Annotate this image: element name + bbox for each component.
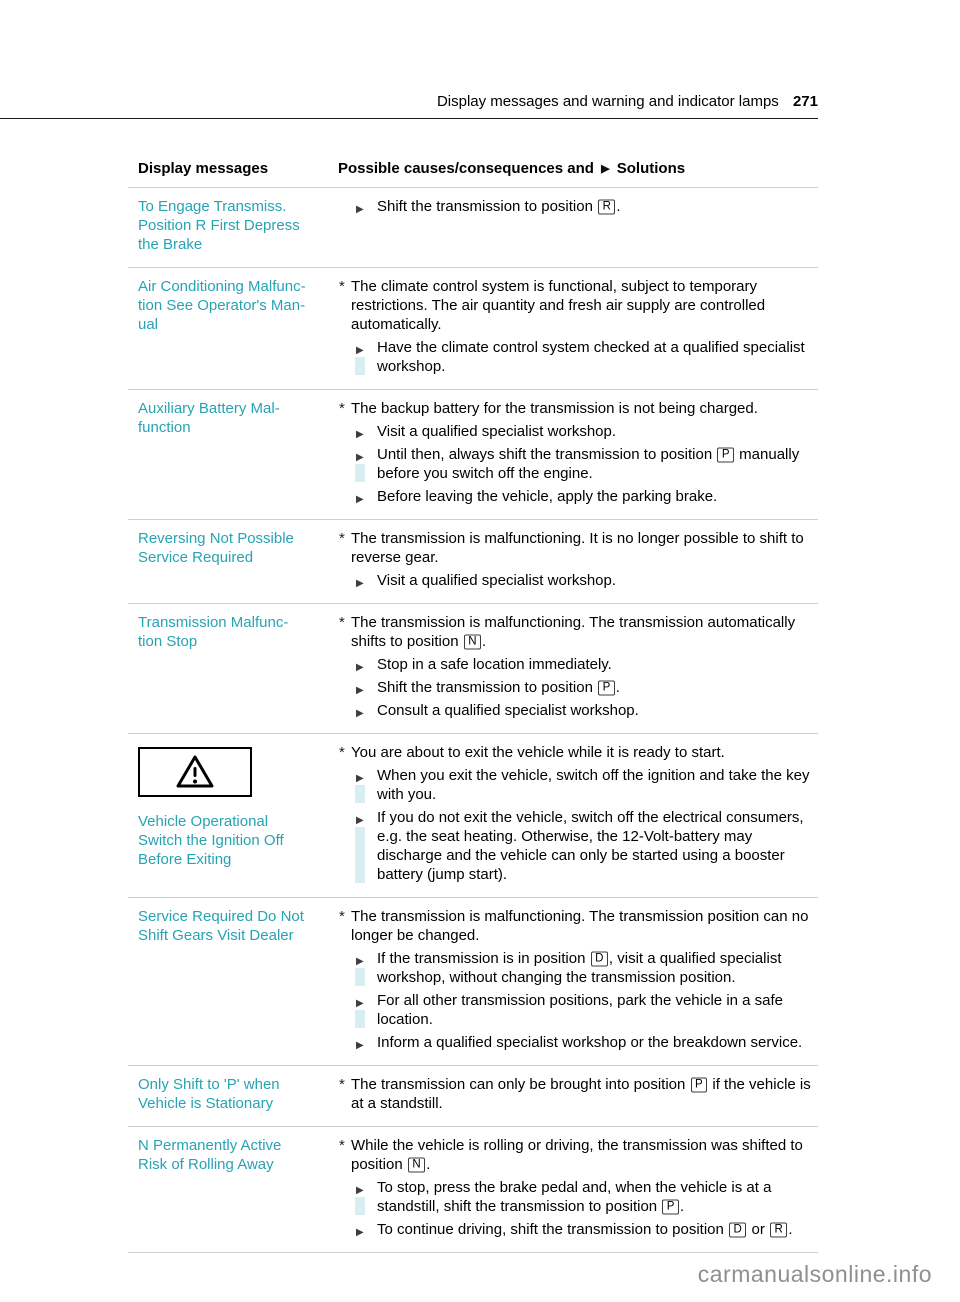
table-row [128,268,818,390]
cause-item [338,529,818,567]
arrow-bullet-icon: ▶ [356,685,364,696]
transmission-key-N: N [408,1158,425,1173]
cause-item [338,743,818,762]
warning-triangle-icon [138,747,252,797]
arrow-bullet-icon: ▶ [356,708,364,719]
solution-item [338,766,818,804]
solution-item [338,571,818,590]
solution-item [338,445,818,483]
item-text: If the transmission is in position D , visit a qualified specialist workshop, without changing the transmission position. [377,950,782,986]
causes-solutions-cell [318,1127,818,1252]
item-text: Have the climate control system checked at a qualified specialist workshop. [377,339,805,375]
transmission-key-R: R [598,200,615,215]
transmission-key-D: D [591,952,608,967]
table-row [128,390,818,520]
causes-solutions-cell [318,520,818,603]
page-header-title: Display messages and warning and indicator lamps [436,93,779,110]
solution-item [338,808,818,884]
transmission-key-R: R [770,1223,787,1238]
display-message: Transmission Malfunc- tion Stop [138,614,289,650]
arrow-bullet-icon: ▶ [356,1227,364,1238]
col-header-solutions-label: Solutions [616,160,686,177]
cause-item [338,1136,818,1174]
arrow-icon: ▶ [601,163,610,175]
asterisk-icon: * [339,908,345,925]
transmission-key-P: P [598,681,615,696]
item-text: Shift the transmission to position R . [377,198,621,215]
table-header-row [128,155,818,188]
causes-solutions-cell [318,268,818,389]
arrow-bullet-icon: ▶ [356,429,364,440]
arrow-bullet-icon: ▶ [356,998,364,1009]
asterisk-icon: * [339,400,345,417]
display-message: Air Conditioning Malfunc- tion See Operator's Man- ual [138,278,306,333]
item-text: While the vehicle is rolling or driving, the transmission was shifted to position N . [351,1137,803,1173]
arrow-bullet-icon: ▶ [356,345,364,356]
item-text: The climate control system is functional, subject to temporary restrictions. The air quantity and fresh air supply are controlled automatically. [351,278,766,333]
arrow-bullet-icon: ▶ [356,452,364,463]
item-text: You are about to exit the vehicle while it is ready to start. [351,744,725,761]
solution-item [338,1033,818,1052]
table-row [128,520,818,604]
causes-solutions-cell [318,1066,818,1126]
item-text: Shift the transmission to position P . [377,679,620,696]
solution-item [338,487,818,506]
item-text: The transmission can only be brought into position P if the vehicle is at a standstill. [351,1076,811,1112]
display-messages-table [128,155,818,1253]
display-message-cell [128,898,318,1065]
table-row [128,188,818,268]
solution-item [338,678,818,697]
transmission-key-D: D [729,1223,746,1238]
item-text: The transmission is malfunctioning. The transmission automatically shifts to position N . [351,614,796,650]
arrow-bullet-icon: ▶ [356,578,364,589]
display-message: Service Required Do Not Shift Gears Visit Dealer [138,908,304,944]
arrow-bullet-icon: ▶ [356,815,364,826]
display-message-cell [128,1066,318,1126]
item-text: When you exit the vehicle, switch off the ignition and take the key with you. [377,767,810,803]
page-header [0,93,818,119]
solution-item [338,1178,818,1216]
asterisk-icon: * [339,278,345,295]
solution-item [338,949,818,987]
causes-solutions-cell [318,604,818,733]
item-text: If you do not exit the vehicle, switch off the electrical consumers, e.g. the seat heating. Otherwise, the 12-Volt-battery may discharge and the vehicle can only be started using a booster battery (jump start). [377,809,804,883]
transmission-key-P: P [662,1200,679,1215]
item-text: Inform a qualified specialist workshop or the breakdown service. [377,1034,803,1051]
display-message: To Engage Transmiss. Position R First Depress the Brake [138,198,300,253]
arrow-bullet-icon: ▶ [356,773,364,784]
display-message: Auxiliary Battery Mal- function [138,400,280,436]
cause-item [338,399,818,418]
display-message: Only Shift to 'P' when Vehicle is Stationary [138,1076,280,1112]
page-number: 271 [792,93,818,110]
solution-item [338,991,818,1029]
asterisk-icon: * [339,614,345,631]
display-message-cell [128,604,318,733]
col-header-causes [318,155,818,187]
solution-item [338,422,818,441]
transmission-key-N: N [464,635,481,650]
item-text: Consult a qualified specialist workshop. [377,702,639,719]
display-message-cell [128,188,318,267]
display-message-cell [128,268,318,389]
item-text: Stop in a safe location immediately. [377,656,612,673]
cause-item [338,613,818,651]
causes-solutions-cell [318,188,818,267]
asterisk-icon: * [339,1076,345,1093]
transmission-key-P: P [717,448,734,463]
solution-item [338,655,818,674]
col-header-causes-text: Possible causes/consequences and [338,160,594,177]
solution-item [338,338,818,376]
table-row [128,1127,818,1253]
table-row [128,898,818,1066]
display-message-cell [128,734,318,897]
table-row [128,1066,818,1127]
cause-item [338,277,818,334]
display-message: Vehicle Operational Switch the Ignition Off Before Exiting [138,813,284,868]
arrow-bullet-icon: ▶ [356,1185,364,1196]
solution-item [338,1220,818,1239]
causes-solutions-cell [318,390,818,519]
item-text: The transmission is malfunctioning. The transmission position can no longer be changed. [351,908,809,944]
arrow-bullet-icon: ▶ [356,204,364,215]
table-row [128,734,818,898]
item-text: For all other transmission positions, park the vehicle in a safe location. [377,992,784,1028]
table-rows [128,188,818,1253]
cause-item [338,907,818,945]
table-row [128,604,818,734]
col-header-display-messages: Display messages [138,160,269,177]
arrow-bullet-icon: ▶ [356,494,364,505]
item-text: Visit a qualified specialist workshop. [377,572,617,589]
item-text: Until then, always shift the transmission to position P manually before you switch off the engine. [377,446,800,482]
warning-triangle-svg [175,754,215,790]
display-message-cell [128,1127,318,1252]
causes-solutions-cell [318,734,818,897]
arrow-bullet-icon: ▶ [356,956,364,967]
item-text: Before leaving the vehicle, apply the parking brake. [377,488,718,505]
asterisk-icon: * [339,530,345,547]
display-message-cell [128,520,318,603]
item-text: The backup battery for the transmission is not being charged. [351,400,758,417]
cause-item [338,1075,818,1113]
asterisk-icon: * [339,744,345,761]
transmission-key-P: P [691,1078,708,1093]
display-message: N Permanently Active Risk of Rolling Away [138,1137,282,1173]
item-text: The transmission is malfunctioning. It is no longer possible to shift to reverse gear. [351,530,804,566]
item-text: To stop, press the brake pedal and, when the vehicle is at a standstill, shift the transmission to position P . [377,1179,772,1215]
display-message: Reversing Not Possible Service Required [138,530,294,566]
solution-item [338,197,818,216]
arrow-bullet-icon: ▶ [356,1040,364,1051]
display-message-cell [128,390,318,519]
causes-solutions-cell [318,898,818,1065]
arrow-bullet-icon: ▶ [356,662,364,673]
item-text: To continue driving, shift the transmission to position D or R . [377,1221,793,1238]
asterisk-icon: * [339,1137,345,1154]
solution-item [338,701,818,720]
item-text: Visit a qualified specialist workshop. [377,423,617,440]
watermark: carmanualsonline.info [697,1261,932,1287]
